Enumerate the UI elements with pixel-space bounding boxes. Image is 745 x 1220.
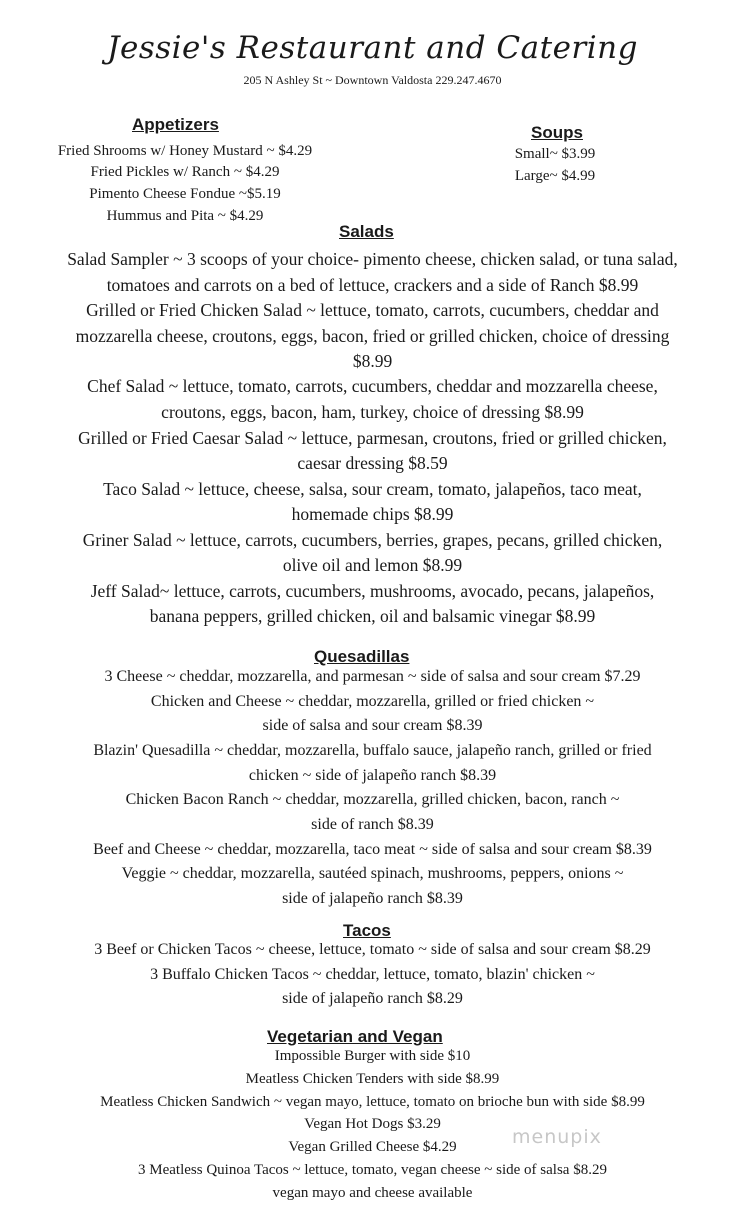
list-item: side of salsa and sour cream $8.39 (262, 717, 483, 734)
list-item: Large~ $4.99 (514, 168, 596, 184)
tacos-heading: Tacos (343, 921, 391, 940)
list-item: Chicken and Cheese ~ cheddar, mozzarella, grilled or fried chicken ~ (150, 693, 595, 710)
list-item: Fried Shrooms w/ Honey Mustard ~ $4.29 (57, 143, 313, 159)
list-item: mozzarella cheese, croutons, eggs, bacon, fried or grilled chicken, choice of dressing (75, 326, 670, 346)
list-item: caesar dressing $8.59 (297, 453, 448, 473)
list-item: Grilled or Fried Chicken Salad ~ lettuce, tomato, carrots, cucumbers, cheddar and (86, 300, 659, 320)
list-item: Jeff Salad~ lettuce, carrots, cucumbers, mushrooms, avocado, pecans, jalapeños, (90, 581, 655, 601)
list-item: side of jalapeño ranch $8.29 (282, 990, 463, 1007)
list-item: Chicken Bacon Ranch ~ cheddar, mozzarella, grilled chicken, bacon, ranch ~ (125, 791, 620, 808)
list-item: tomatoes and carrots on a bed of lettuce, crackers and a side of Ranch $8.99 (106, 275, 639, 295)
list-item: Beef and Cheese ~ cheddar, mozzarella, taco meat ~ side of salsa and sour cream $8.39 (93, 841, 652, 858)
list-item: chicken ~ side of jalapeño ranch $8.39 (248, 767, 497, 784)
list-item: 3 Cheese ~ cheddar, mozzarella, and parmesan ~ side of salsa and sour cream $7.29 (104, 668, 641, 685)
list-item: Grilled or Fried Caesar Salad ~ lettuce, parmesan, croutons, fried or grilled chicken, (78, 428, 667, 448)
list-item: 3 Beef or Chicken Tacos ~ cheese, lettuce, tomato ~ side of salsa and sour cream $8.29 (94, 941, 651, 958)
list-item: $8.99 (352, 351, 393, 371)
list-item: Taco Salad ~ lettuce, cheese, salsa, sour cream, tomato, jalapeños, taco meat, (103, 479, 642, 499)
menupix-watermark: menupix (512, 1126, 602, 1148)
list-item: Chef Salad ~ lettuce, tomato, carrots, cucumbers, cheddar and mozzarella cheese, (87, 376, 658, 396)
list-item: Vegan Hot Dogs $3.29 (304, 1116, 441, 1132)
list-item: croutons, eggs, bacon, ham, turkey, choice of dressing $8.99 (161, 402, 584, 422)
salads-heading: Salads (339, 222, 394, 241)
list-item: 3 Meatless Quinoa Tacos ~ lettuce, tomato, vegan cheese ~ side of salsa $8.29 (138, 1162, 607, 1178)
list-item: Veggie ~ cheddar, mozzarella, sautéed spinach, mushrooms, peppers, onions ~ (121, 865, 624, 882)
list-item: side of jalapeño ranch $8.39 (282, 890, 463, 907)
list-item: Blazin' Quesadilla ~ cheddar, mozzarella, buffalo sauce, jalapeño ranch, grilled or fried (93, 742, 652, 759)
quesadillas-heading: Quesadillas (314, 647, 410, 666)
restaurant-title: Jessie's Restaurant and Catering (107, 30, 638, 66)
list-item: olive oil and lemon $8.99 (282, 555, 463, 575)
vegetarian-heading: Vegetarian and Vegan (267, 1027, 443, 1046)
list-item: Pimento Cheese Fondue ~$5.19 (89, 186, 281, 202)
list-item: side of ranch $8.39 (311, 816, 434, 833)
list-item: Hummus and Pita ~ $4.29 (106, 208, 264, 224)
soups-heading: Soups (531, 123, 583, 142)
list-item: Vegan Grilled Cheese $4.29 (288, 1139, 457, 1155)
list-item: Meatless Chicken Tenders with side $8.99 (245, 1071, 500, 1087)
list-item: Small~ $3.99 (514, 146, 596, 162)
list-item: banana peppers, grilled chicken, oil and balsamic vinegar $8.99 (149, 606, 596, 626)
list-item: Salad Sampler ~ 3 scoops of your choice- pimento cheese, chicken salad, or tuna salad, (67, 249, 678, 269)
list-item: Fried Pickles w/ Ranch ~ $4.29 (90, 164, 280, 180)
list-item: Impossible Burger with side $10 (274, 1048, 471, 1064)
list-item: 3 Buffalo Chicken Tacos ~ cheddar, lettuce, tomato, blazin' chicken ~ (150, 966, 595, 983)
appetizers-heading: Appetizers (132, 115, 219, 134)
restaurant-address: 205 N Ashley St ~ Downtown Valdosta 229.247.4670 (243, 73, 502, 87)
list-item: homemade chips $8.99 (291, 504, 454, 524)
list-item: Meatless Chicken Sandwich ~ vegan mayo, lettuce, tomato on brioche bun with side $8.99 (100, 1094, 645, 1110)
list-item: Griner Salad ~ lettuce, carrots, cucumbers, berries, grapes, pecans, grilled chicken, (82, 530, 663, 550)
list-item: vegan mayo and cheese available (272, 1185, 473, 1201)
